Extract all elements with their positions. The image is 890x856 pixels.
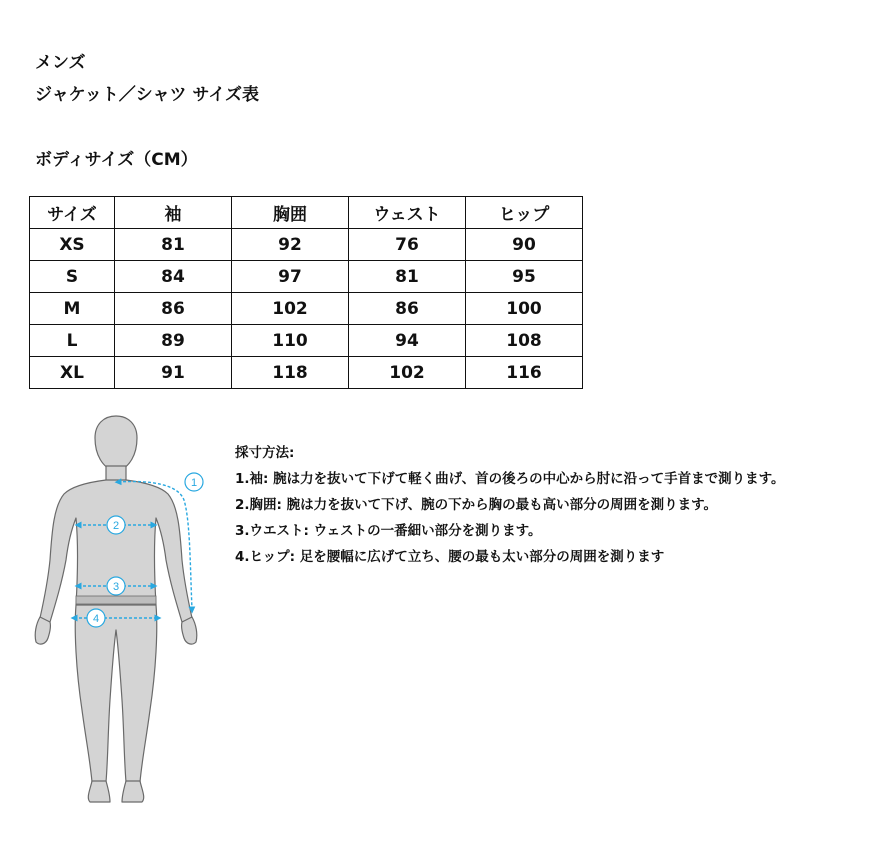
chest-cell: 118 (232, 357, 349, 389)
column-header-waist: ウェスト (349, 197, 466, 229)
table-header-row (30, 197, 583, 229)
waist-cell: 94 (349, 325, 466, 357)
hip-cell: 116 (466, 357, 583, 389)
size-cell: M (30, 293, 115, 325)
hip-cell: 100 (466, 293, 583, 325)
waist-cell: 76 (349, 229, 466, 261)
left-hand-shape (35, 617, 50, 644)
section-title: ボディサイズ（CM） (35, 150, 198, 170)
left-foot-shape (88, 781, 110, 802)
chest-cell: 110 (232, 325, 349, 357)
instruction-item-sleeve: 1.袖: 腕は力を抜いて下げて軽く曲げ、首の後ろの中心から肘に沿って手首まで測ります。 (235, 471, 785, 487)
hip-cell: 95 (466, 261, 583, 293)
sleeve-cell: 89 (115, 325, 232, 357)
instructions-title: 採寸方法: (235, 445, 295, 461)
table-row (30, 357, 583, 389)
sleeve-cell: 81 (115, 229, 232, 261)
chest-cell: 92 (232, 229, 349, 261)
column-header-size: サイズ (30, 197, 115, 229)
instruction-item-chest: 2.胸囲: 腕は力を抜いて下げ、腕の下から胸の最も高い部分の周囲を測ります。 (235, 497, 717, 513)
marker-4-label: 4 (92, 613, 100, 625)
waist-cell: 81 (349, 261, 466, 293)
marker-2-label: 2 (112, 520, 120, 532)
hip-cell: 90 (466, 229, 583, 261)
size-cell: L (30, 325, 115, 357)
table-row (30, 325, 583, 357)
right-hand-shape (182, 617, 197, 644)
sleeve-cell: 84 (115, 261, 232, 293)
table-row (30, 261, 583, 293)
measurement-instructions (235, 440, 785, 570)
marker-1-label: 1 (190, 477, 198, 489)
sleeve-cell: 86 (115, 293, 232, 325)
chart-title: ジャケット／シャツ サイズ表 (35, 85, 260, 105)
right-foot-shape (122, 781, 144, 802)
head-shape (95, 416, 137, 472)
chest-cell: 97 (232, 261, 349, 293)
instruction-item-waist: 3.ウエスト: ウェストの一番細い部分を測ります。 (235, 523, 542, 539)
size-cell: XL (30, 357, 115, 389)
size-cell: S (30, 261, 115, 293)
size-table (29, 196, 583, 389)
body-measurement-figure (20, 410, 220, 810)
column-header-hip: ヒップ (466, 197, 583, 229)
waist-band (76, 596, 156, 604)
hip-cell: 108 (466, 325, 583, 357)
marker-3-label: 3 (112, 581, 120, 593)
table-row (30, 229, 583, 261)
instruction-item-hip: 4.ヒップ: 足を腰幅に広げて立ち、腰の最も太い部分の周囲を測ります (235, 549, 665, 565)
waist-cell: 86 (349, 293, 466, 325)
chest-cell: 102 (232, 293, 349, 325)
column-header-sleeve: 袖 (115, 197, 232, 229)
waist-cell: 102 (349, 357, 466, 389)
column-header-chest: 胸囲 (232, 197, 349, 229)
gender-title: メンズ (35, 53, 86, 73)
body-silhouette (35, 416, 197, 802)
size-cell: XS (30, 229, 115, 261)
sleeve-cell: 91 (115, 357, 232, 389)
legs-shape (75, 605, 157, 782)
table-row (30, 293, 583, 325)
